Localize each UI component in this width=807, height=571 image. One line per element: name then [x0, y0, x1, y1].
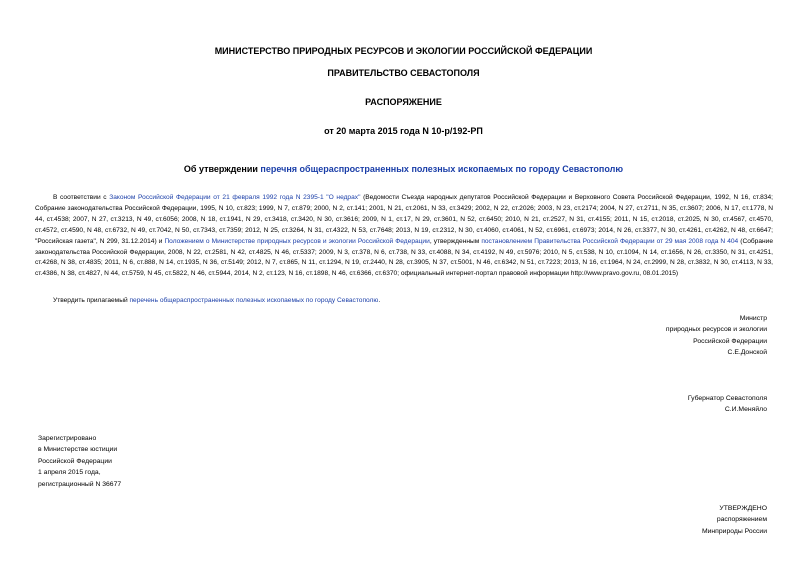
preamble-paragraph — [35, 193, 773, 280]
preamble-text-d: (Собрание законодательства Российской Федерации, 2008, N 22, ст.2581, N 42, ст.4825, N 46, ст.5337; 2009, N 3, ст.378, N 6, ст.738, N 33, ст.4088, N 34, ст.4192, N 49, ст.5976; 2010, N 5, ст.538, N 10, ст.1094, N 14, ст.1656, N 26, ст.3350, N 31, ст.4251, ст.4268, N 38, ст.4835; 2011, N 6, ст.888, N 14, ст.1935, N 36, ст.5149; 2012, N 7, ст.865, N 11, ст.1294, N 19, ст.2440, N 28, ст.3905, N 37, ст.5001, N 46, ст.6342, N 51, ст.7223; 2013, N 16, ст.1964, N 24, ст.2999, N 28, ст.3832, N 30, ст.4113, N 33, ст.4386, N 38, ст.4827, N 44, ст.5759, N 45, ст.5822, N 46, ст.5944, 2014, N 2, ст.123, N 16, ст.1898, N 46, ст.6366, ст.6370; официальный интернет-портал правовой информации http://www.pravo.gov.ru, 08.01.2015) — [35, 237, 774, 278]
minister-title-2: природных ресурсов и экологии — [665, 326, 767, 334]
law-on-subsoil-link[interactable]: Законом Российской Федерации от 21 февраля 1992 года N 2395-1 "О недрах" — [109, 194, 361, 201]
registration-date: 1 апреля 2015 года, — [38, 469, 101, 477]
ministry-heading: МИНИСТЕРСТВО ПРИРОДНЫХ РЕСУРСОВ И ЭКОЛОГИИ РОССИЙСКОЙ ФЕДЕРАЦИИ — [214, 46, 593, 56]
governor-title: Губернатор Севастополя — [687, 395, 767, 402]
minister-name: С.Е.Донской — [727, 349, 767, 357]
title-prefix: Об утверждении — [183, 164, 261, 174]
preamble-text-b: (Ведомости Съезда народных депутатов Российской Федерации и Верховного Совета Российской Федерации, 1992, N 16, ст.834; Собрание законодательства Российской Федерации, 1995, N 10, ст.823; 1999, N 7, ст.879; 2000, N 2, ст.141; 2001, N 21, ст.2061, N 33, ст.3429; 2002, N 22, ст.2026; 2003, N 23, ст.2174; 2004, N 27, ст.2711, N 35, ст.3607; 2006, N 17, ст.1778, N 44, ст.4538; 2007, N 27, ст.3213, N 49, ст.6056; 2008, N 18, ст.1941, N 29, ст.3418, ст.3420, N 30, ст.3616; 2009, N 1, ст.17, N 29, ст.3601, N 52, ст.6450; 2010, N 21, ст.2527, N 31, ст.4155; 2011, N 15, ст.2018, ст.2025, N 30, ст.4567, ст.4570, ст.4572, ст.4590, N 48, ст.6732, N 49, ст.7042, N 50, ст.7343, ст.7359; 2012, N 25, ст.3264, N 31, ст.4322, N 53, ст.7648; 2013, N 19, ст.2312, N 30, ст.4060, ст.4061, N 52, ст.6961, ст.6973; 2014, N 26, ст.3377, N 30, ст.4261, ст.4262, N 48, ст.6647; "Российская газета", N 299, 31.12.2014) и — [35, 194, 774, 245]
ministry-regulation-link[interactable]: Положением о Министерстве природных ресурсов и экологии Российской Федерации — [164, 237, 430, 245]
governor-signature — [688, 393, 767, 416]
approval-line-2: распоряжением — [716, 516, 767, 524]
approval-stamp — [702, 503, 767, 537]
approval-text-a: Утвердить прилагаемый — [53, 297, 130, 304]
registration-block — [38, 433, 121, 490]
registration-line-3: Российской Федерации — [38, 457, 112, 465]
government-heading: ПРАВИТЕЛЬСТВО СЕВАСТОПОЛЯ — [327, 68, 480, 78]
date-number: от 20 марта 2015 года N 10-р/192-РП — [324, 126, 483, 136]
approval-paragraph — [35, 296, 773, 307]
approval-text-b: . — [378, 297, 381, 304]
minister-title-3: Российской Федерации — [693, 337, 767, 345]
approval-line-3: Минприроды России — [701, 527, 767, 535]
governor-name: С.И.Меняйло — [724, 406, 767, 414]
registration-line-1: Зарегистрировано — [38, 435, 97, 442]
preamble-text-a: В соответствии с — [53, 194, 110, 201]
title-link[interactable]: перечня общераспространенных полезных ископаемых по городу Севастополю — [260, 164, 624, 174]
minerals-list-link[interactable]: перечень общераспространенных полезных ископаемых по городу Севастополю — [129, 297, 379, 304]
approval-line-1: УТВЕРЖДЕНО — [719, 505, 767, 512]
registration-number: регистрационный N 36677 — [38, 480, 122, 488]
minister-title: Министр — [739, 315, 767, 322]
preamble-text-c: , утвержденным — [429, 237, 482, 245]
registration-line-2: в Министерстве юстиции — [38, 446, 118, 454]
government-resolution-link[interactable]: постановлением Правительства Российской Федерации от 29 мая 2008 года N 404 — [481, 237, 739, 245]
document-title — [0, 164, 807, 174]
minister-signature — [666, 313, 767, 359]
document-type: РАСПОРЯЖЕНИЕ — [365, 97, 442, 107]
